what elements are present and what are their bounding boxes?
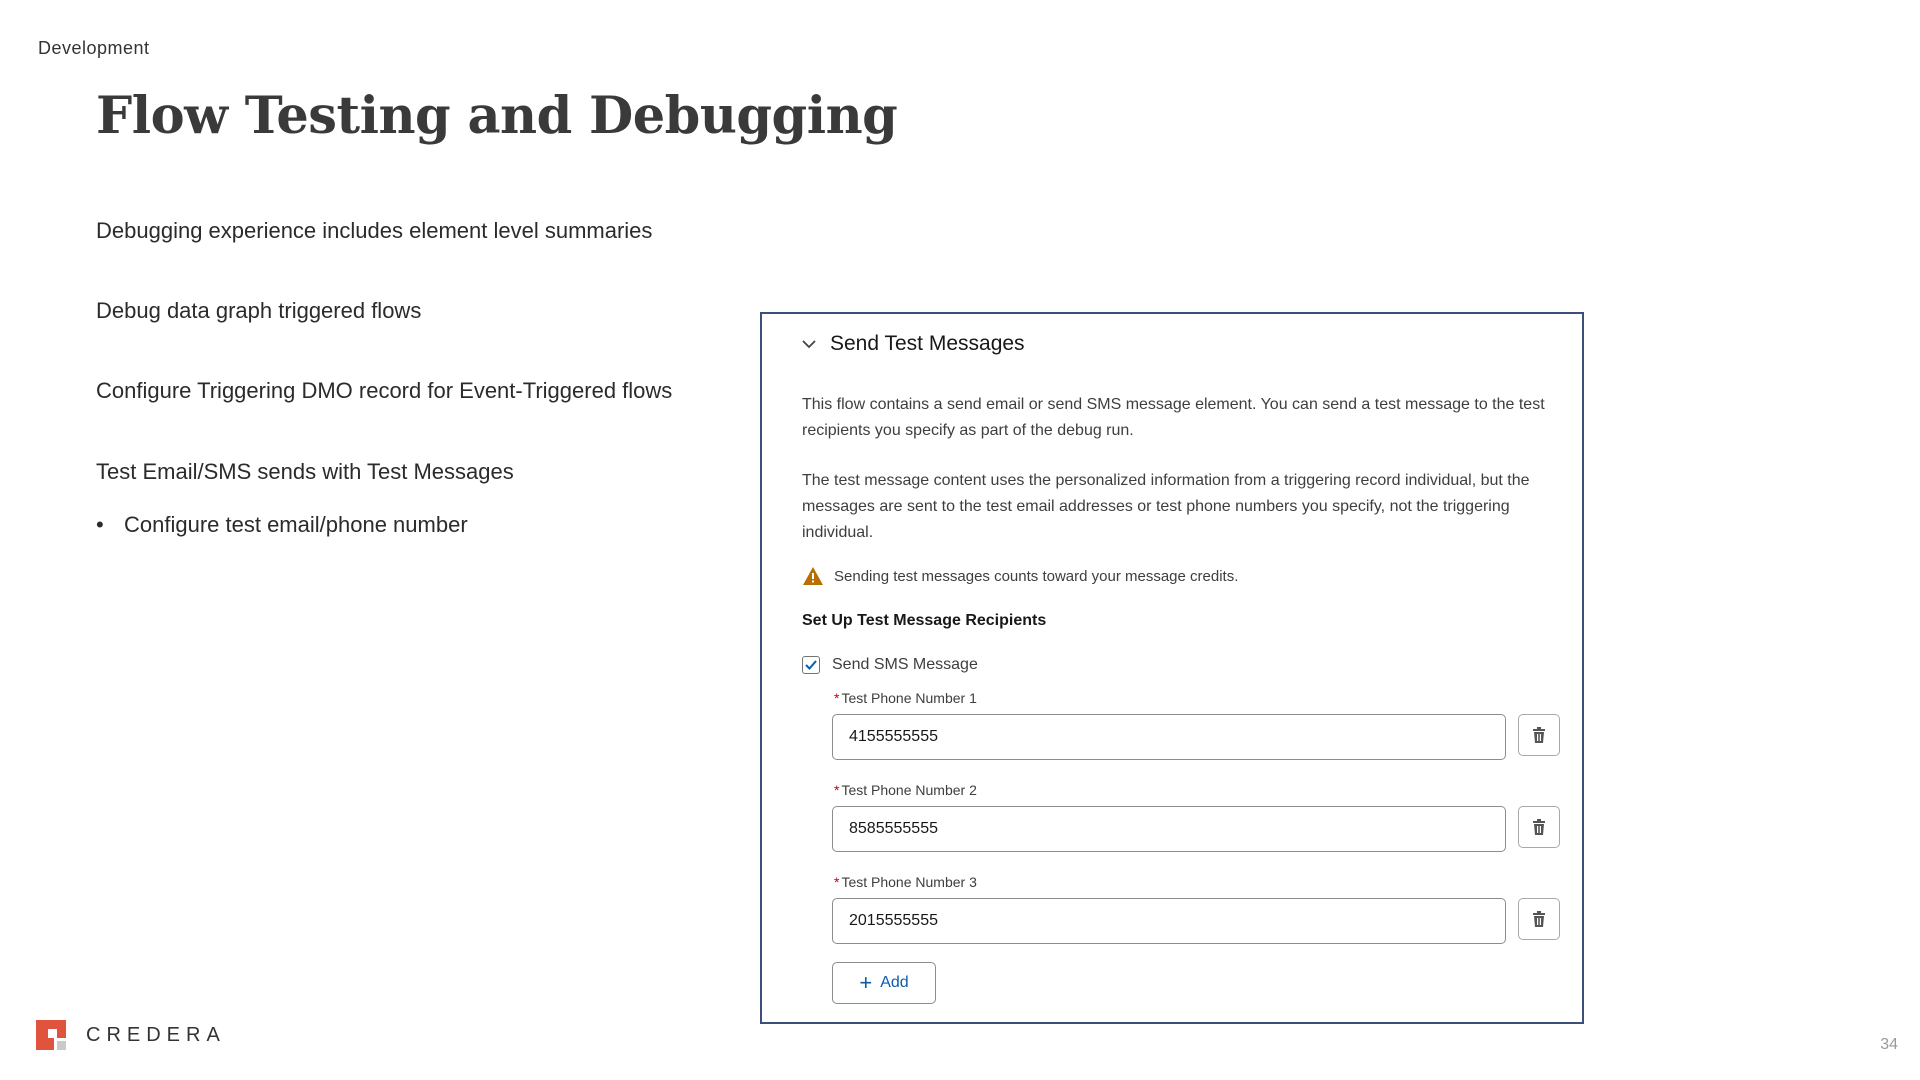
test-phone-number-2-input[interactable] xyxy=(832,806,1506,852)
setup-recipients-heading: Set Up Test Message Recipients xyxy=(802,612,1047,629)
bullet-item: Configure Triggering DMO record for Event-Triggered flows xyxy=(96,378,673,403)
warning-notice xyxy=(802,566,1238,586)
bullet-item: Debugging experience includes element level summaries xyxy=(96,218,653,243)
sub-bullet-text: Configure test email/phone number xyxy=(124,512,468,537)
required-marker: * xyxy=(834,690,840,706)
panel-header[interactable] xyxy=(802,332,1025,356)
add-phone-number-button[interactable] xyxy=(832,962,936,1004)
bullet-item: Test Email/SMS sends with Test Messages xyxy=(96,459,514,484)
field-label-text: Test Phone Number 2 xyxy=(841,782,977,798)
sub-bullet-item xyxy=(96,512,468,538)
required-marker: * xyxy=(834,874,840,890)
section-label: Development xyxy=(38,38,150,58)
test-phone-number-3-label xyxy=(834,874,977,890)
delete-phone-number-2-button[interactable] xyxy=(1518,806,1560,848)
page-number: 34 xyxy=(1880,1036,1898,1053)
test-phone-number-1-input[interactable] xyxy=(832,714,1506,760)
checkmark-icon xyxy=(805,660,817,670)
test-phone-number-1-label xyxy=(834,690,977,706)
warning-icon xyxy=(802,566,824,586)
warning-text: Sending test messages counts toward your message credits. xyxy=(834,567,1239,585)
send-sms-label: Send SMS Message xyxy=(832,656,978,673)
credera-logo-icon xyxy=(36,1020,66,1050)
field-label-text: Test Phone Number 1 xyxy=(841,690,977,706)
add-button-label: Add xyxy=(880,974,909,991)
trash-icon xyxy=(1532,727,1546,743)
plus-icon: + xyxy=(859,970,873,995)
send-test-messages-panel xyxy=(760,312,1584,1024)
trash-icon xyxy=(1532,911,1546,927)
credera-logo-text: CREDERA xyxy=(86,1023,226,1046)
credera-logo xyxy=(36,1020,226,1050)
delete-phone-number-1-button[interactable] xyxy=(1518,714,1560,756)
panel-header-title: Send Test Messages xyxy=(830,332,1025,355)
send-sms-checkbox-row[interactable] xyxy=(802,656,978,674)
bullet-item: Debug data graph triggered flows xyxy=(96,298,422,323)
send-sms-checkbox[interactable] xyxy=(802,656,820,674)
description-paragraph-1: This flow contains a send email or send SMS message element. You can send a test message to the test recipients you specify as part of the debug run. xyxy=(802,396,1545,439)
field-label-text: Test Phone Number 3 xyxy=(841,874,977,890)
delete-phone-number-3-button[interactable] xyxy=(1518,898,1560,940)
description-paragraph-2: The test message content uses the personalized information from a triggering record individual, but the messages are sent to the test email addresses or test phone numbers you specify, not the triggering individual. xyxy=(802,472,1530,541)
test-phone-number-3-input[interactable] xyxy=(832,898,1506,944)
slide-title: Flow Testing and Debugging xyxy=(96,86,898,146)
bullet-marker: • xyxy=(96,512,104,537)
trash-icon xyxy=(1532,819,1546,835)
chevron-down-icon[interactable] xyxy=(802,337,816,351)
test-phone-number-2-label xyxy=(834,782,977,798)
required-marker: * xyxy=(834,782,840,798)
